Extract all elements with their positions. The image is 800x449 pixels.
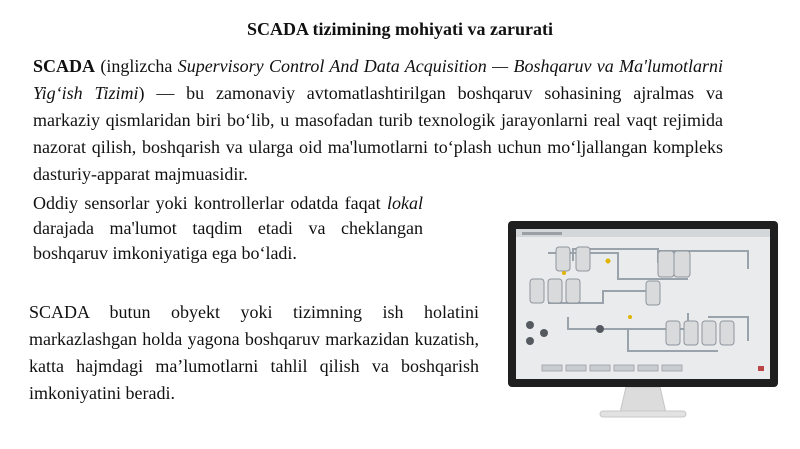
english-term: Supervisory Control And Data Acquisition xyxy=(177,56,487,76)
lokal-word: lokal xyxy=(387,193,423,213)
text-span: — xyxy=(486,56,514,76)
text-span: Oddiy sensorlar yoki kontrollerlar odatda faqat xyxy=(33,193,387,213)
sensors-paragraph xyxy=(33,191,423,266)
text-span: ) — bu zamonaviy avtomatlashtirilgan boshqaruv sohasining ajralmas va markaziy qismlaridan biri bo‘lib, u masofadan turib texnologik jarayonlarni real vaqt rejimida nazorat qilish, boshqarish va ularga oid ma'lumotlarni to‘plash uchun mo‘ljallangan kompleks dasturiy-apparat majmuasidir. xyxy=(33,83,723,184)
text-span: darajada ma'lumot taqdim etadi va cheklangan boshqaruv imkoniyatiga ega bo‘ladi. xyxy=(33,218,423,263)
page-title: SCADA tizimining mohiyati va zarurati xyxy=(247,19,553,39)
monitor-icon xyxy=(508,221,778,421)
scada-benefit-paragraph: SCADA butun obyekt yoki tizimning ish holatini markazlashgan holda yagona boshqaruv markazidan kuzatish, katta hajmdagi ma’lumotlarni tahlil qilish va boshqarish imkoniyatini beradi. xyxy=(29,302,479,403)
scada-monitor-illustration xyxy=(508,221,778,421)
definition-paragraph xyxy=(33,53,723,188)
text-span: (inglizcha xyxy=(95,56,178,76)
term-scada: SCADA xyxy=(33,56,96,76)
uzbek-term: Boshqaruv va Ma'lumotlarni Yig‘ish Tizimi xyxy=(33,56,723,103)
